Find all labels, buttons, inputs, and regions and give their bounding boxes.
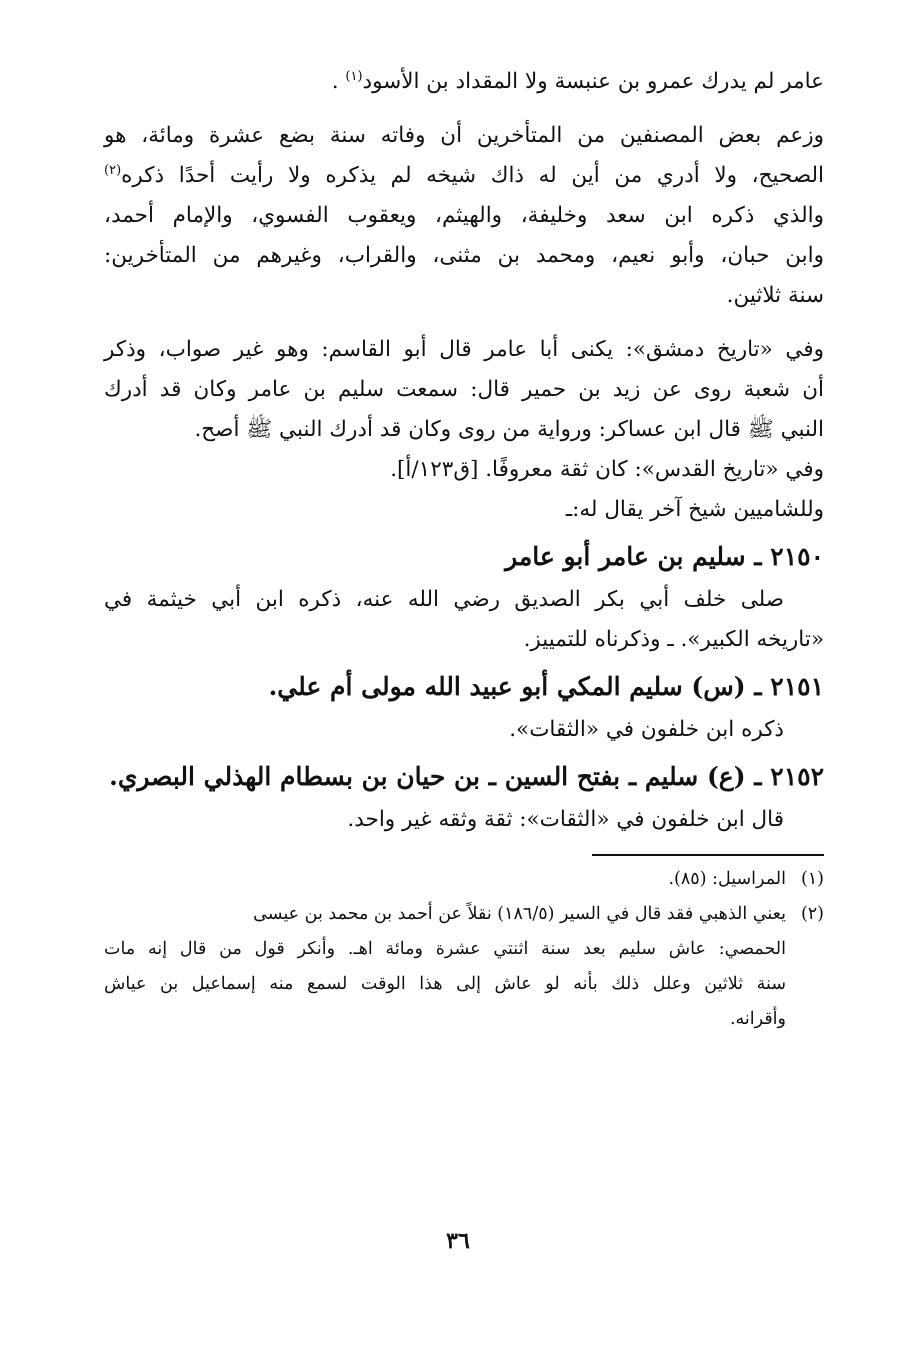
text-line: وفي «تاريخ القدس»: كان ثقة معروفًا. [ق١٢٣/أ]. [390, 457, 824, 482]
footnote-ref[interactable]: (١) [345, 68, 363, 84]
entry-text: قال ابن خلفون في «الثقات»: ثقة وثقه غير واحد. [347, 807, 784, 832]
entry-text: «تاريخه الكبير». ـ وذكرناه للتمييز. [523, 627, 824, 652]
footnote-number: (١) [800, 869, 824, 889]
entry-heading: ٢١٥٠ ـ سليم بن عامر أبو عامر [505, 542, 824, 571]
text-line: عامر لم يدرك عمرو بن عنبسة ولا المقداد بن الأسود$^{(١)}$ . [331, 68, 824, 94]
text-line: وابن حبان، وأبو نعيم، ومحمد بن مثنى، والقراب، وغيرهم من المتأخرين: [104, 243, 824, 268]
text-line: وفي «تاريخ دمشق»: يكنى أبا عامر قال أبو القاسم: وهو غير صواب، وذكر [104, 337, 824, 362]
entry-heading: ٢١٥١ ـ (س) سليم المكي أبو عبيد الله مولى أم علي. [268, 672, 824, 701]
text-line: أن شعبة روى عن زيد بن حمير قال: سمعت سليم بن عامر وكان قد أدرك [104, 377, 824, 402]
text-line: والذي ذكره ابن سعد وخليفة، والهيثم، ويعقوب الفسوي، والإمام أحمد، [104, 203, 824, 228]
text-line: سنة ثلاثين. [726, 283, 824, 308]
footnote: (١)المراسيل: (٨٥). [104, 862, 824, 897]
footnote-separator [592, 854, 824, 856]
text-line: وزعم بعض المصنفين من المتأخرين أن وفاته سنة بضع عشرة ومائة، هو [104, 123, 824, 148]
entry-text: صلى خلف أبي بكر الصديق رضي الله عنه، ذكره ابن أبي خيثمة في [104, 587, 784, 612]
text-line: وللشاميين شيخ آخر يقال له:ـ [565, 497, 824, 522]
footnote-line: الحمصي: عاش سليم بعد سنة اثنتي عشرة ومائة اهـ. وأنكر قول من قال إنه مات [104, 939, 786, 959]
footnote-line: وأقرانه. [729, 1009, 786, 1029]
text-line: الصحيح، ولا أدري من أين له ذاك شيخه لم يذكره ولا رأيت أحدًا ذكره$^{(٢)}$ [104, 162, 824, 188]
footnote-line: سنة ثلاثين وعلل ذلك بأنه لو عاش إلى هذا الوقت لسمع منه إسماعيل بن عياش [104, 974, 786, 994]
text-line: النبي ﷺ قال ابن عساكر: ورواية من روى وكان قد أدرك النبي ﷺ أصح. [194, 417, 824, 442]
entry-heading: ٢١٥٢ ـ (ع) سليم ـ بفتح السين ـ بن حيان بن بسطام الهذلي البصري. [109, 762, 824, 791]
footnote-number: (٢) [800, 904, 824, 924]
page-number: ٣٦ [446, 1228, 470, 1254]
footnote: (٢)يعني الذهبي فقد قال في السير (١٨٦/٥) نقلاً عن أحمد بن محمد بن عيسى [104, 897, 824, 932]
entry-text: ذكره ابن خلفون في «الثقات». [509, 717, 784, 742]
footnote-ref[interactable]: (٢) [104, 162, 122, 178]
